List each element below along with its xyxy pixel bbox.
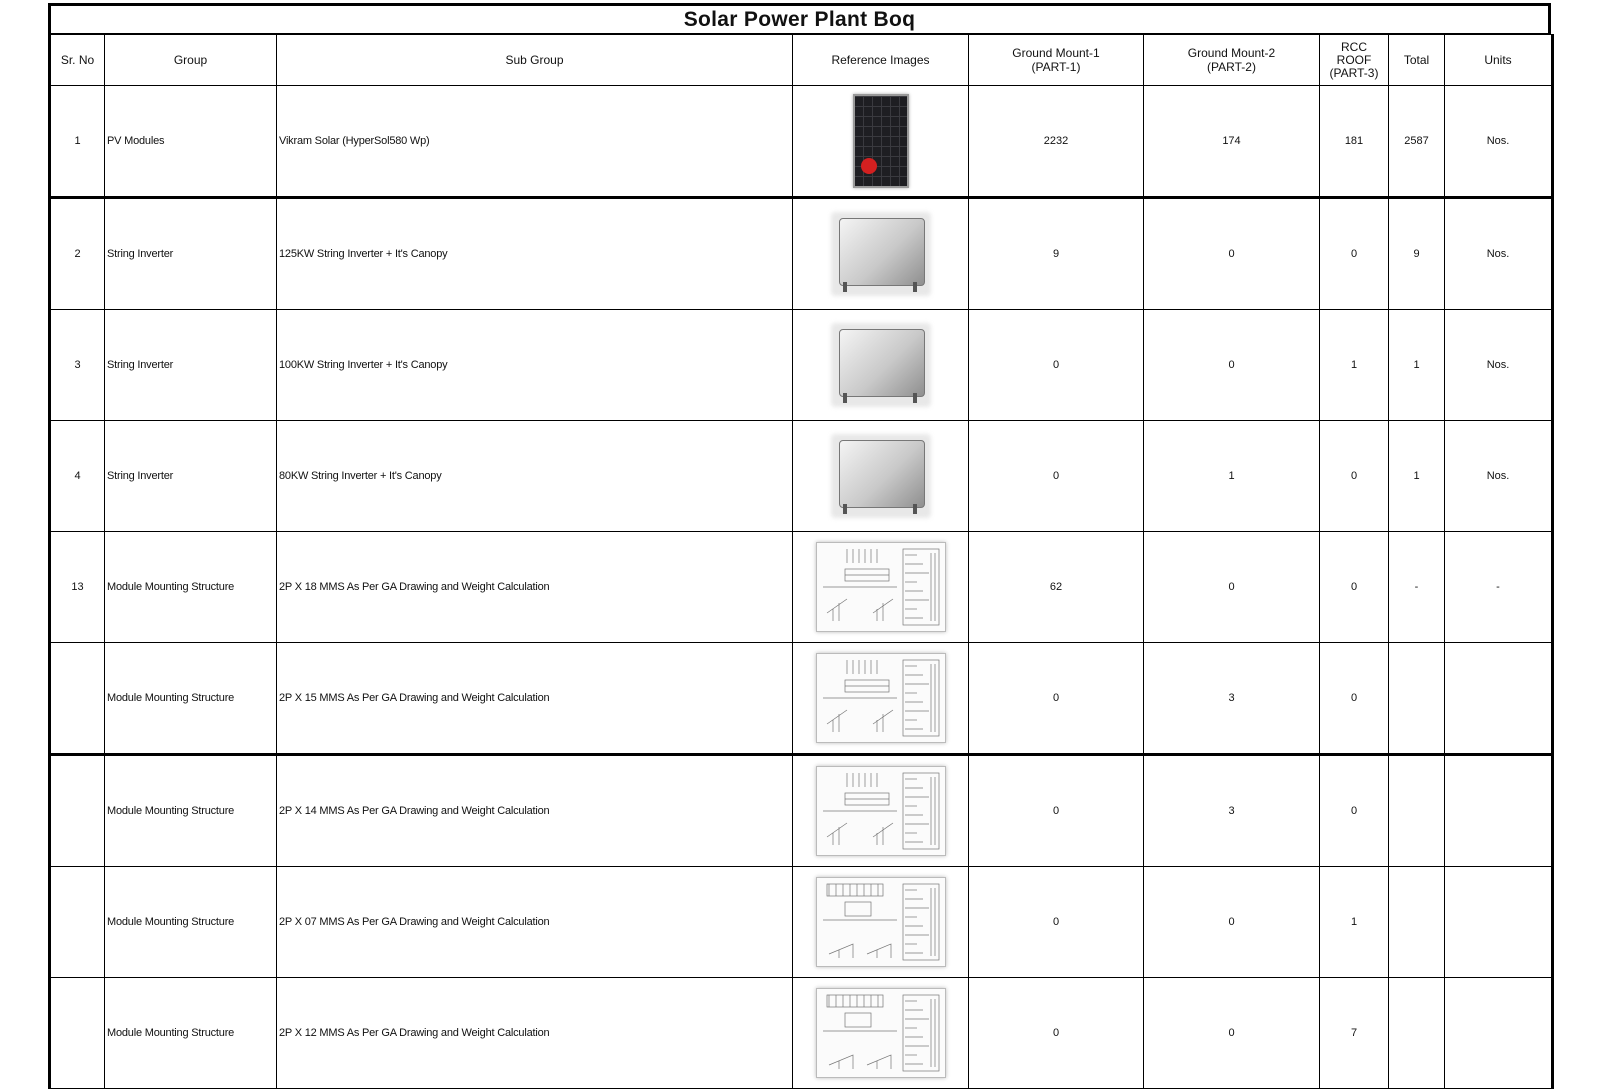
brand-badge-icon bbox=[861, 158, 877, 174]
cell-reference-image bbox=[793, 198, 969, 310]
cell-sr-no bbox=[50, 198, 105, 310]
cell-sub-group bbox=[277, 978, 793, 1089]
cell-sr-no-text: 3 bbox=[74, 359, 81, 371]
cell-ground-mount-1 bbox=[969, 198, 1144, 310]
cell-group bbox=[105, 198, 277, 310]
cell-ground-mount-1 bbox=[969, 86, 1144, 198]
mms-drawing-image bbox=[816, 988, 946, 1078]
cell-group bbox=[105, 643, 277, 755]
cell-sub-group bbox=[277, 643, 793, 755]
cell-rcc-roof bbox=[1320, 86, 1389, 198]
cell-sr-no bbox=[50, 310, 105, 421]
cell-rcc-roof bbox=[1320, 755, 1389, 867]
header-gm2-line1: Ground Mount-2 bbox=[1187, 46, 1276, 60]
cell-reference-image bbox=[793, 867, 969, 978]
cell-sub-group bbox=[277, 198, 793, 310]
header-sub-group: Sub Group bbox=[277, 35, 793, 86]
cell-total bbox=[1389, 86, 1445, 198]
cell-group bbox=[105, 86, 277, 198]
cell-units bbox=[1445, 755, 1553, 867]
table-row bbox=[50, 310, 1553, 421]
cell-group-text: String Inverter bbox=[107, 359, 174, 371]
mms-drawing-image bbox=[816, 653, 946, 743]
string-inverter-image bbox=[831, 323, 931, 407]
cell-sub-group-text: Vikram Solar (HyperSol580 Wp) bbox=[279, 135, 430, 147]
cell-total-text: - bbox=[1414, 581, 1419, 593]
cell-rcc-roof bbox=[1320, 978, 1389, 1089]
cell-ground-mount-1 bbox=[969, 310, 1144, 421]
mms-drawing-image bbox=[816, 542, 946, 632]
cell-ground-mount-1 bbox=[969, 643, 1144, 755]
cell-units bbox=[1445, 867, 1553, 978]
cell-ground-mount-2-text: 3 bbox=[1228, 805, 1235, 817]
cell-total bbox=[1389, 978, 1445, 1089]
cell-rcc-roof-text: 0 bbox=[1350, 470, 1358, 482]
cell-group bbox=[105, 532, 277, 643]
header-row bbox=[50, 35, 1553, 86]
header-rcc-line2: ROOF bbox=[1336, 52, 1372, 67]
cell-rcc-roof-text: 0 bbox=[1350, 248, 1358, 260]
cell-sr-no bbox=[50, 421, 105, 532]
header-units: Units bbox=[1445, 35, 1553, 86]
cell-group-text: String Inverter bbox=[107, 248, 174, 260]
boq-sheet bbox=[48, 3, 1551, 1089]
cell-ground-mount-1-text: 0 bbox=[1052, 470, 1060, 482]
cell-sub-group bbox=[277, 532, 793, 643]
cell-units bbox=[1445, 643, 1553, 755]
table-row bbox=[50, 643, 1553, 755]
cell-units-text: Nos. bbox=[1486, 135, 1510, 147]
cell-ground-mount-1 bbox=[969, 755, 1144, 867]
cell-ground-mount-2-text: 0 bbox=[1228, 248, 1235, 260]
table-row bbox=[50, 755, 1553, 867]
cell-group-text: Module Mounting Structure bbox=[107, 692, 235, 704]
cell-reference-image bbox=[793, 978, 969, 1089]
cell-ground-mount-2 bbox=[1144, 978, 1320, 1089]
cell-ground-mount-1-text: 2232 bbox=[1043, 135, 1069, 147]
cell-sr-no-text: 4 bbox=[74, 470, 81, 482]
cell-sub-group-text: 2P X 14 MMS As Per GA Drawing and Weight Calculation bbox=[279, 805, 550, 817]
cell-total bbox=[1389, 198, 1445, 310]
cell-rcc-roof bbox=[1320, 198, 1389, 310]
cell-sr-no bbox=[50, 532, 105, 643]
header-reference-images: Reference Images bbox=[793, 35, 969, 86]
cell-total-text: 1 bbox=[1413, 470, 1420, 482]
cell-ground-mount-2 bbox=[1144, 198, 1320, 310]
cell-units bbox=[1445, 978, 1553, 1089]
cell-ground-mount-2-text: 1 bbox=[1228, 470, 1235, 482]
cell-group bbox=[105, 867, 277, 978]
cell-sr-no bbox=[50, 978, 105, 1089]
cell-rcc-roof-text: 1 bbox=[1350, 359, 1358, 371]
cell-sr-no-text: 13 bbox=[71, 581, 84, 593]
header-gm2-line2: (PART-2) bbox=[1207, 60, 1256, 74]
cell-group-text: Module Mounting Structure bbox=[107, 916, 235, 928]
cell-units-text: Nos. bbox=[1486, 359, 1510, 371]
cell-sub-group bbox=[277, 421, 793, 532]
cell-reference-image bbox=[793, 643, 969, 755]
cell-ground-mount-2-text: 0 bbox=[1228, 1027, 1235, 1039]
table-row bbox=[50, 867, 1553, 978]
cell-sr-no-text: 1 bbox=[74, 135, 81, 147]
cell-units bbox=[1445, 86, 1553, 198]
cell-group bbox=[105, 310, 277, 421]
cell-ground-mount-1 bbox=[969, 978, 1144, 1089]
cell-reference-image bbox=[793, 532, 969, 643]
cell-sub-group-text: 100KW String Inverter + It's Canopy bbox=[279, 359, 448, 371]
header-ground-mount-2 bbox=[1144, 35, 1320, 86]
cell-ground-mount-2 bbox=[1144, 421, 1320, 532]
cell-ground-mount-1 bbox=[969, 532, 1144, 643]
cell-ground-mount-1-text: 0 bbox=[1052, 805, 1060, 817]
cell-ground-mount-2 bbox=[1144, 867, 1320, 978]
table-row bbox=[50, 532, 1553, 643]
table-row bbox=[50, 198, 1553, 310]
cell-rcc-roof bbox=[1320, 867, 1389, 978]
header-total: Total bbox=[1389, 35, 1445, 86]
cell-reference-image bbox=[793, 310, 969, 421]
cell-group bbox=[105, 755, 277, 867]
cell-sub-group bbox=[277, 755, 793, 867]
cell-total bbox=[1389, 867, 1445, 978]
pv-module-image bbox=[853, 94, 909, 188]
cell-total-text: 1 bbox=[1413, 359, 1420, 371]
cell-ground-mount-2 bbox=[1144, 310, 1320, 421]
cell-sub-group-text: 2P X 15 MMS As Per GA Drawing and Weight Calculation bbox=[279, 692, 550, 704]
cell-ground-mount-2-text: 3 bbox=[1228, 692, 1235, 704]
cell-ground-mount-2-text: 0 bbox=[1228, 359, 1235, 371]
cell-group-text: Module Mounting Structure bbox=[107, 1027, 235, 1039]
header-rcc-line1: RCC bbox=[1341, 39, 1367, 54]
cell-ground-mount-1-text: 0 bbox=[1052, 692, 1060, 704]
cell-sub-group bbox=[277, 86, 793, 198]
cell-units-text: Nos. bbox=[1486, 470, 1510, 482]
cell-sub-group-text: 2P X 18 MMS As Per GA Drawing and Weight Calculation bbox=[279, 581, 550, 593]
cell-units bbox=[1445, 532, 1553, 643]
header-sr-no: Sr. No bbox=[50, 35, 105, 86]
cell-rcc-roof-text: 0 bbox=[1350, 805, 1358, 817]
cell-ground-mount-2 bbox=[1144, 643, 1320, 755]
cell-sub-group-text: 2P X 07 MMS As Per GA Drawing and Weight Calculation bbox=[279, 916, 550, 928]
cell-sr-no bbox=[50, 643, 105, 755]
cell-sub-group-text: 125KW String Inverter + It's Canopy bbox=[279, 248, 448, 260]
cell-total bbox=[1389, 532, 1445, 643]
cell-ground-mount-2 bbox=[1144, 86, 1320, 198]
cell-ground-mount-2-text: 0 bbox=[1228, 916, 1235, 928]
cell-sub-group-text: 2P X 12 MMS As Per GA Drawing and Weight Calculation bbox=[279, 1027, 550, 1039]
cell-rcc-roof bbox=[1320, 643, 1389, 755]
cell-rcc-roof-text: 0 bbox=[1350, 692, 1358, 704]
table-row bbox=[50, 86, 1553, 198]
cell-total-text: 9 bbox=[1413, 248, 1420, 260]
cell-ground-mount-1-text: 0 bbox=[1052, 916, 1060, 928]
cell-units bbox=[1445, 421, 1553, 532]
cell-ground-mount-1-text: 0 bbox=[1052, 359, 1060, 371]
cell-sr-no bbox=[50, 86, 105, 198]
cell-group-text: PV Modules bbox=[107, 135, 165, 147]
cell-sr-no bbox=[50, 867, 105, 978]
cell-ground-mount-1 bbox=[969, 421, 1144, 532]
cell-rcc-roof bbox=[1320, 532, 1389, 643]
cell-units-text: Nos. bbox=[1486, 248, 1510, 260]
cell-reference-image bbox=[793, 86, 969, 198]
cell-ground-mount-2-text: 174 bbox=[1222, 135, 1241, 147]
cell-ground-mount-2 bbox=[1144, 755, 1320, 867]
header-rcc-roof bbox=[1320, 35, 1389, 86]
cell-units-text: - bbox=[1496, 581, 1500, 593]
sheet-title: Solar Power Plant Boq bbox=[48, 3, 1551, 34]
cell-reference-image bbox=[793, 755, 969, 867]
header-gm1-line1: Ground Mount-1 bbox=[1012, 46, 1100, 60]
cell-ground-mount-1-text: 0 bbox=[1052, 1027, 1060, 1039]
cell-group-text: Module Mounting Structure bbox=[107, 581, 235, 593]
cell-rcc-roof bbox=[1320, 310, 1389, 421]
string-inverter-image bbox=[831, 212, 931, 296]
header-group: Group bbox=[105, 35, 277, 86]
cell-total bbox=[1389, 310, 1445, 421]
cell-group bbox=[105, 978, 277, 1089]
cell-total-text: 2587 bbox=[1404, 135, 1429, 147]
mms-drawing-image bbox=[816, 766, 946, 856]
cell-rcc-roof-text: 0 bbox=[1350, 581, 1358, 593]
cell-ground-mount-1-text: 9 bbox=[1052, 248, 1060, 260]
cell-ground-mount-1 bbox=[969, 867, 1144, 978]
boq-body bbox=[50, 86, 1553, 1089]
table-row bbox=[50, 421, 1553, 532]
cell-total bbox=[1389, 755, 1445, 867]
header-ground-mount-1 bbox=[969, 35, 1144, 86]
cell-units bbox=[1445, 198, 1553, 310]
cell-group-text: String Inverter bbox=[107, 470, 174, 482]
mms-drawing-image bbox=[816, 877, 946, 967]
cell-total bbox=[1389, 421, 1445, 532]
table-row bbox=[50, 978, 1553, 1089]
header-gm1-line2: (PART-1) bbox=[1031, 60, 1081, 74]
cell-sr-no bbox=[50, 755, 105, 867]
cell-sub-group bbox=[277, 310, 793, 421]
cell-ground-mount-2 bbox=[1144, 532, 1320, 643]
cell-reference-image bbox=[793, 421, 969, 532]
cell-group bbox=[105, 421, 277, 532]
boq-table bbox=[48, 34, 1554, 1089]
cell-rcc-roof-text: 181 bbox=[1344, 135, 1364, 147]
cell-ground-mount-2-text: 0 bbox=[1228, 581, 1235, 593]
string-inverter-image bbox=[831, 434, 931, 518]
header-rcc-line3: (PART-3) bbox=[1329, 65, 1379, 80]
cell-rcc-roof-text: 1 bbox=[1350, 916, 1358, 928]
cell-rcc-roof-text: 7 bbox=[1350, 1027, 1358, 1039]
cell-rcc-roof bbox=[1320, 421, 1389, 532]
cell-group-text: Module Mounting Structure bbox=[107, 805, 235, 817]
cell-sub-group bbox=[277, 867, 793, 978]
cell-sub-group-text: 80KW String Inverter + It's Canopy bbox=[279, 470, 442, 482]
cell-sr-no-text: 2 bbox=[74, 248, 81, 260]
cell-total bbox=[1389, 643, 1445, 755]
cell-ground-mount-1-text: 62 bbox=[1049, 581, 1063, 593]
cell-units bbox=[1445, 310, 1553, 421]
